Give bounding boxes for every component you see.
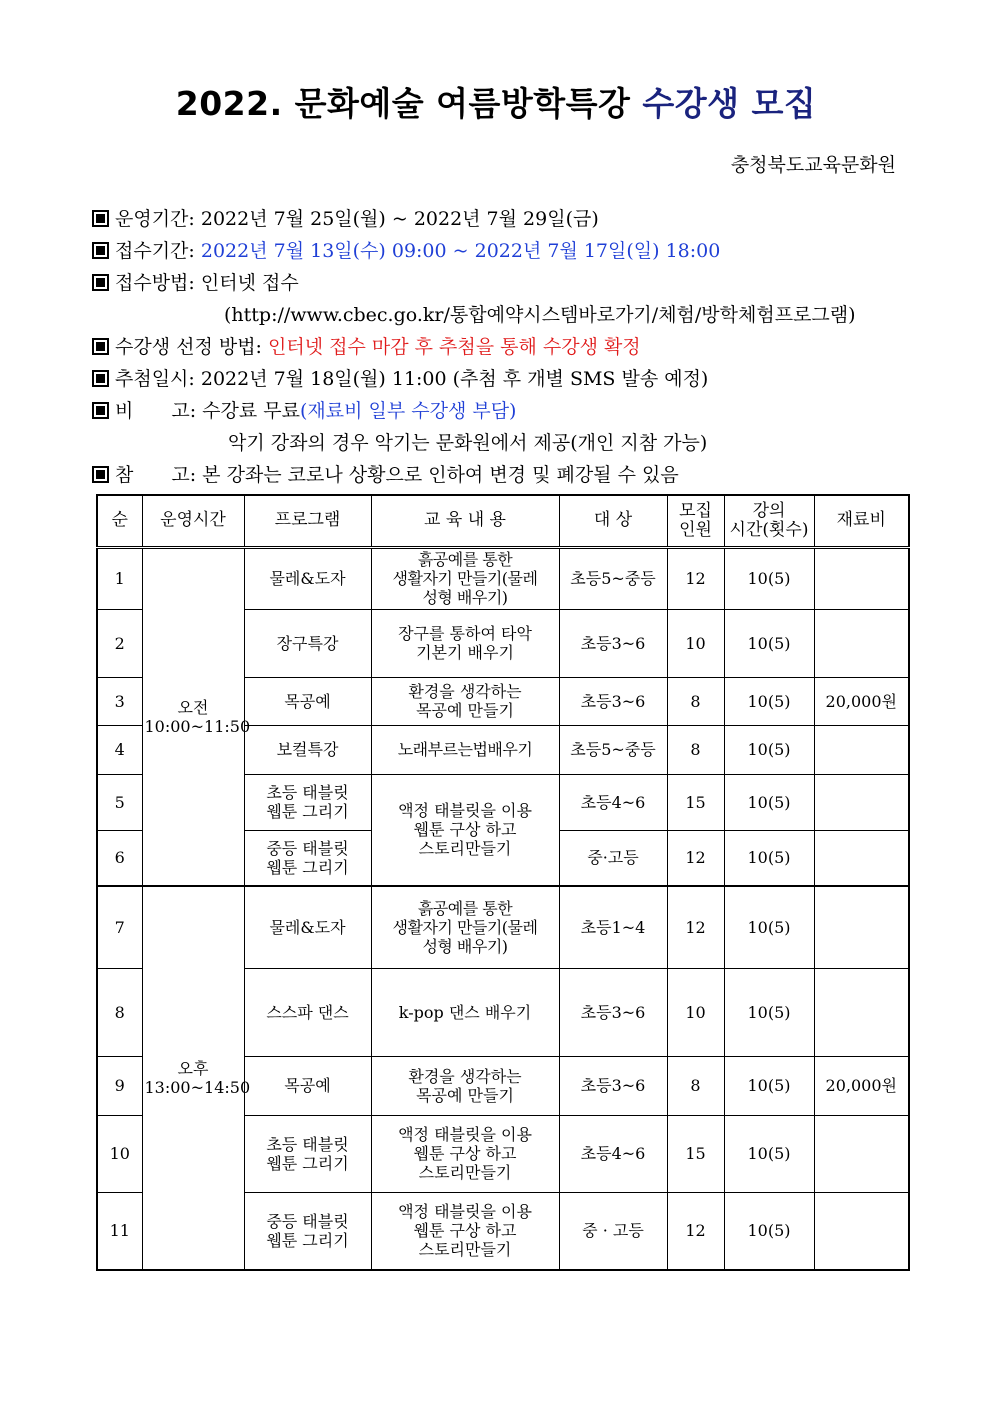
square-bullet-icon <box>92 402 109 419</box>
header-no: 순 <box>97 495 142 547</box>
square-bullet-icon <box>92 370 109 387</box>
row-hours: 10(5) <box>724 830 814 886</box>
row-program: 중등 태블릿 웹툰 그리기 <box>244 830 371 886</box>
period-label: 운영기간: <box>115 208 195 230</box>
table-row <box>97 886 909 968</box>
row-fee: 20,000원 <box>814 677 909 725</box>
morning-time: 오전 10:00~11:50 <box>142 547 244 886</box>
row-no: 1 <box>97 547 142 609</box>
info-section <box>92 203 912 491</box>
ref-value: 본 강좌는 코로나 상황으로 인하여 변경 및 폐강될 수 있음 <box>202 464 679 486</box>
square-bullet-icon <box>92 466 109 483</box>
header-fee: 재료비 <box>814 495 909 547</box>
header-time: 운영시간 <box>142 495 244 547</box>
selection-value: 인터넷 접수 마감 후 추첨을 통해 수강생 확정 <box>268 336 641 358</box>
method-value: 인터넷 접수 <box>200 272 299 294</box>
row-count: 10 <box>667 609 724 677</box>
row-program: 목공예 <box>244 677 371 725</box>
row-program: 물레&도자 <box>244 886 371 968</box>
row-content: 장구를 통하여 타악 기본기 배우기 <box>371 609 559 677</box>
row-hours: 10(5) <box>724 725 814 774</box>
row-count: 10 <box>667 968 724 1056</box>
row-program: 물레&도자 <box>244 547 371 609</box>
period-value: 2022년 7월 25일(월) ~ 2022년 7월 29일(금) <box>200 208 599 230</box>
row-no: 4 <box>97 725 142 774</box>
header-hours: 강의 시간(횟수) <box>724 495 814 547</box>
receipt-value: 2022년 7월 13일(수) 09:00 ~ 2022년 7월 17일(일) 18:00 <box>200 240 721 262</box>
row-count: 12 <box>667 547 724 609</box>
row-fee <box>814 830 909 886</box>
table-row <box>97 547 909 609</box>
table-header-row <box>97 495 909 547</box>
row-count: 15 <box>667 774 724 830</box>
row-target: 초등3~6 <box>559 968 667 1056</box>
row-target: 초등3~6 <box>559 677 667 725</box>
row-no: 2 <box>97 609 142 677</box>
afternoon-time: 오후 13:00~14:50 <box>142 886 244 1270</box>
selection-label: 수강생 선정 방법: <box>115 336 262 358</box>
square-bullet-icon <box>92 274 109 291</box>
row-program: 스스파 댄스 <box>244 968 371 1056</box>
row-hours: 10(5) <box>724 968 814 1056</box>
ref-label: 참 고: <box>115 464 197 486</box>
row-target: 초등4~6 <box>559 1115 667 1192</box>
row-fee <box>814 547 909 609</box>
row-program: 장구특강 <box>244 609 371 677</box>
info-reference <box>92 459 912 491</box>
organization-name: 충청북도교육문화원 <box>730 154 896 176</box>
row-no: 8 <box>97 968 142 1056</box>
page-title <box>0 78 992 125</box>
row-no: 9 <box>97 1056 142 1115</box>
method-label: 접수방법: <box>115 272 195 294</box>
row-content: 액정 태블릿을 이용 웹툰 구상 하고 스토리만들기 <box>371 1115 559 1192</box>
row-count: 12 <box>667 830 724 886</box>
row-fee <box>814 968 909 1056</box>
draw-label: 추첨일시: <box>115 368 195 390</box>
draw-value: 2022년 7월 18일(월) 11:00 (추첨 후 개별 SMS 발송 예정) <box>200 368 709 390</box>
row-target: 초등3~6 <box>559 1056 667 1115</box>
header-program: 프로그램 <box>244 495 371 547</box>
method-url: (http://www.cbec.go.kr/통합예약시스템바로가기/체험/방학체험프로그램) <box>224 304 856 326</box>
row-fee <box>814 725 909 774</box>
title-main: 2022. 문화예술 여름방학특강 <box>175 84 643 123</box>
info-period <box>92 203 912 235</box>
row-count: 8 <box>667 725 724 774</box>
row-target: 초등5~중등 <box>559 547 667 609</box>
row-program: 초등 태블릿 웹툰 그리기 <box>244 774 371 830</box>
row-content: 노래부르는법배우기 <box>371 725 559 774</box>
header-count: 모집 인원 <box>667 495 724 547</box>
row-hours: 10(5) <box>724 886 814 968</box>
row-no: 10 <box>97 1115 142 1192</box>
row-content: k-pop 댄스 배우기 <box>371 968 559 1056</box>
note-line2: 악기 강좌의 경우 악기는 문화원에서 제공(개인 지참 가능) <box>228 432 708 454</box>
row-no: 11 <box>97 1192 142 1270</box>
row-no: 6 <box>97 830 142 886</box>
row-content: 액정 태블릿을 이용 웹툰 구상 하고 스토리만들기 <box>371 774 559 886</box>
square-bullet-icon <box>92 210 109 227</box>
row-fee <box>814 1115 909 1192</box>
row-content: 흙공예를 통한 생활자기 만들기(물레 성형 배우기) <box>371 886 559 968</box>
header-content: 교 육 내 용 <box>371 495 559 547</box>
info-note <box>92 395 912 427</box>
row-program: 중등 태블릿 웹툰 그리기 <box>244 1192 371 1270</box>
row-program: 목공예 <box>244 1056 371 1115</box>
note-value: 수강료 무료 <box>202 400 300 422</box>
row-content: 액정 태블릿을 이용 웹툰 구상 하고 스토리만들기 <box>371 1192 559 1270</box>
row-target: 초등5~중등 <box>559 725 667 774</box>
row-fee: 20,000원 <box>814 1056 909 1115</box>
row-count: 8 <box>667 677 724 725</box>
row-hours: 10(5) <box>724 774 814 830</box>
square-bullet-icon <box>92 338 109 355</box>
row-no: 7 <box>97 886 142 968</box>
row-target: 초등3~6 <box>559 609 667 677</box>
info-draw <box>92 363 912 395</box>
row-target: 초등1~4 <box>559 886 667 968</box>
header-target: 대 상 <box>559 495 667 547</box>
row-target: 중·고등 <box>559 830 667 886</box>
info-method <box>92 267 912 299</box>
row-content: 환경을 생각하는 목공예 만들기 <box>371 1056 559 1115</box>
row-fee <box>814 1192 909 1270</box>
title-emphasis: 수강생 모집 <box>642 84 817 123</box>
row-count: 12 <box>667 1192 724 1270</box>
row-program: 보컬특강 <box>244 725 371 774</box>
row-count: 15 <box>667 1115 724 1192</box>
row-target: 중 · 고등 <box>559 1192 667 1270</box>
row-hours: 10(5) <box>724 1192 814 1270</box>
note-extra: (재료비 일부 수강생 부담) <box>299 400 517 422</box>
row-hours: 10(5) <box>724 677 814 725</box>
row-program: 초등 태블릿 웹툰 그리기 <box>244 1115 371 1192</box>
row-content: 환경을 생각하는 목공예 만들기 <box>371 677 559 725</box>
note-label: 비 고: <box>115 400 197 422</box>
row-fee <box>814 886 909 968</box>
row-content: 흙공예를 통한 생활자기 만들기(물레 성형 배우기) <box>371 547 559 609</box>
row-hours: 10(5) <box>724 1115 814 1192</box>
row-no: 5 <box>97 774 142 830</box>
row-hours: 10(5) <box>724 609 814 677</box>
row-fee <box>814 774 909 830</box>
receipt-label: 접수기간: <box>115 240 195 262</box>
row-no: 3 <box>97 677 142 725</box>
program-table <box>96 494 910 1271</box>
row-count: 8 <box>667 1056 724 1115</box>
row-count: 12 <box>667 886 724 968</box>
square-bullet-icon <box>92 242 109 259</box>
row-hours: 10(5) <box>724 1056 814 1115</box>
info-receipt <box>92 235 912 267</box>
info-selection <box>92 331 912 363</box>
row-target: 초등4~6 <box>559 774 667 830</box>
row-hours: 10(5) <box>724 547 814 609</box>
row-fee <box>814 609 909 677</box>
